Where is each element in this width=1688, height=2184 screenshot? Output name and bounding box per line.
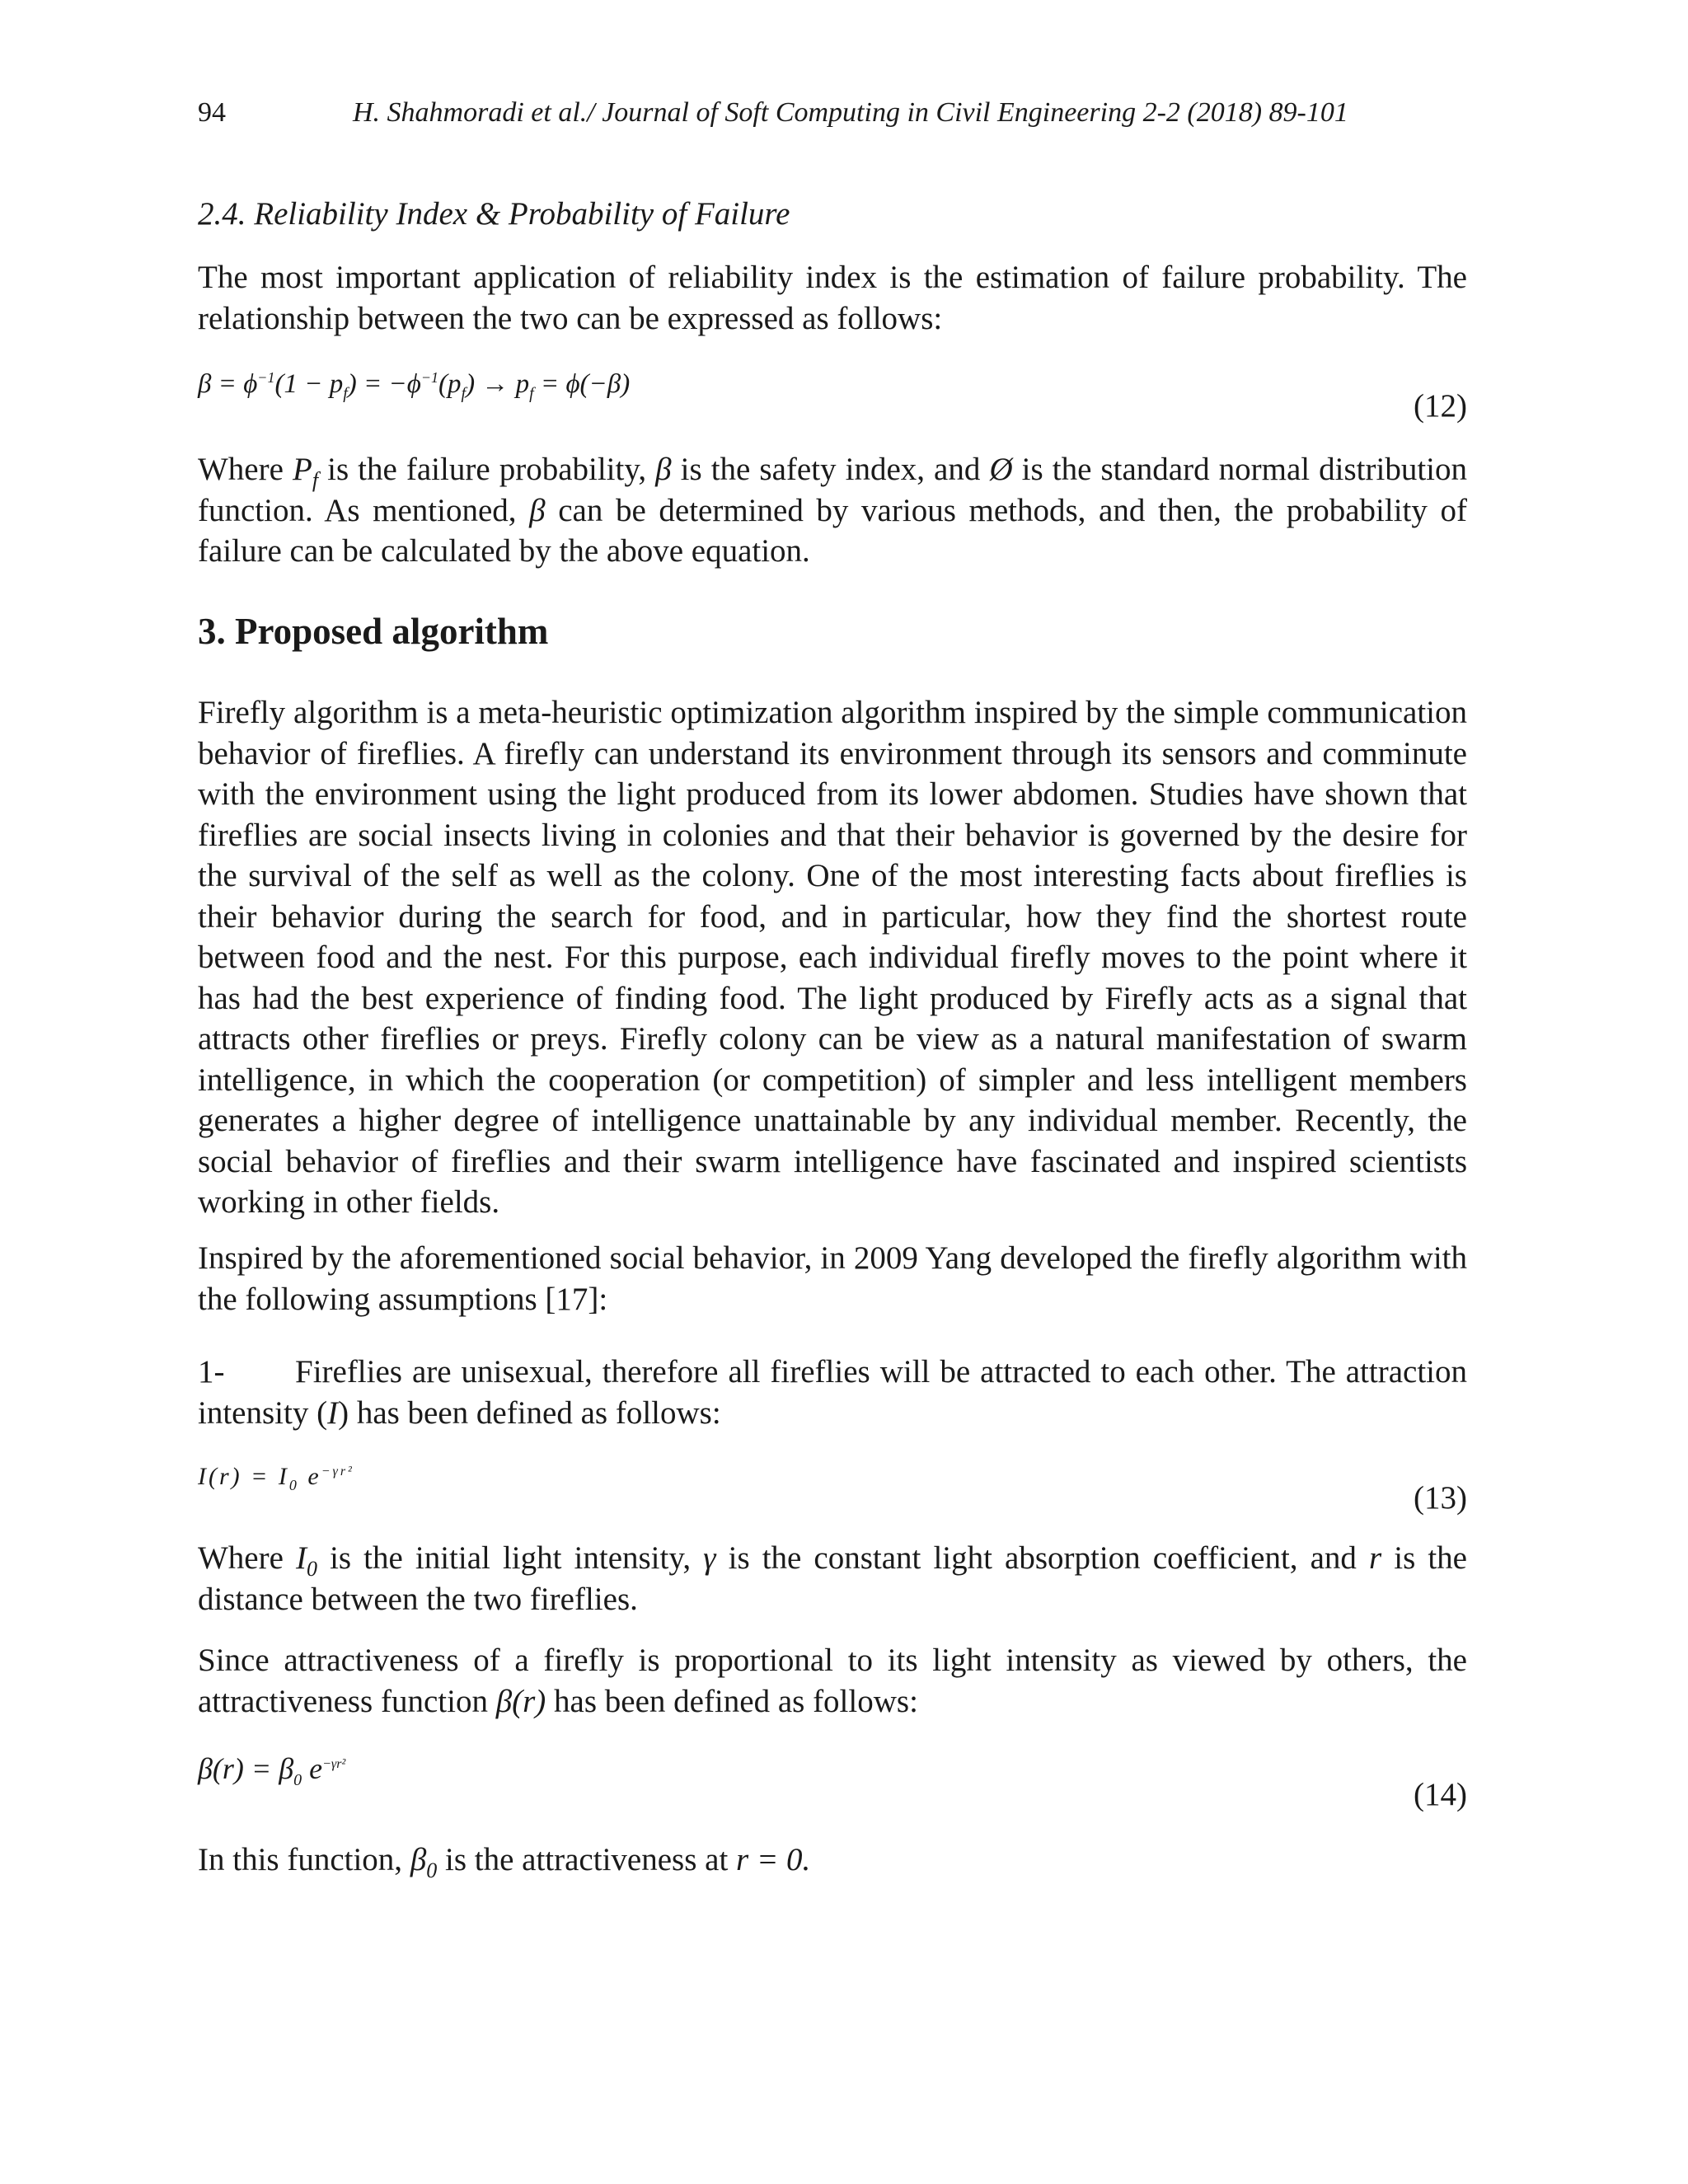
paragraph-intensity-definition: Where $I_0$ is the initial light intensity, γ is the constant light absorption coefficient, and r is the distance between the two fireflies. [198,1540,1467,1617]
equation-14 [198,1751,1467,1812]
list-item-1: 1- Fireflies are unisexual, therefore all fireflies will be attracted to each other. The attraction intensity (I) has been defined as follows: [198,1354,1467,1431]
equation-12-formula: $\beta = \phi^{-1}(1 - p_f) = -\phi^{-1}(p_f) \to p_f = \phi(-\beta)$ [198,369,631,403]
paragraph-failure-probability: Where $P_f$ is the failure probability, β is the safety index, and Ø is the standard normal distribution function. As mentioned, β can be determined by various methods, and then, the probability of failure can be calculated by the above equation. [198,452,1468,569]
paragraph-firefly-intro: Firefly algorithm is a meta-heuristic optimization algorithm inspired by the simple communication behavior of fireflies. A firefly can understand its environment through its sensors and comminute with the environment using the light produced from its lower abdomen. Studies have shown that fireflies are social insects living in colonies and that their behavior is governed by the desire for the survival of the self as well as the colony. One of the most interesting facts about fireflies is their behavior during the search for food, and in particular, how they find the shortest route between food and the nest. For this purpose, each individual firefly moves to the point where it has had the best experience of finding food. The light produced by Firefly acts as a signal that attracts other fireflies or preys. Firefly colony can be view as a natural manifestation of swarm intelligence, in which the cooperation (or competition) of simpler and less intelligent members generates a higher degree of intelligence unattainable by any individual member. Recently, the social behavior of fireflies and their swarm intelligence have fascinated and inspired scientists working in other fields. [198,695,1467,1220]
paragraph-beta0: In this function, $\beta_0$ is the attractiveness at r = 0. [198,1842,811,1882]
paragraph-attractiveness: Since attractiveness of a firefly is proportional to its light intensity as viewed by others, the attractiveness function β(r) has been defined as follows: [198,1643,1467,1719]
equation-13 [198,1463,1467,1516]
equation-12 [198,369,1467,424]
equation-14-number: (14) [1414,1777,1467,1812]
equation-14-formula: $\beta(r) = \beta_0$ $e^{-\gamma r^2}$ [198,1752,346,1790]
equation-12-number: (12) [1414,388,1467,424]
paragraph-assumptions-intro: Inspired by the aforementioned social behavior, in 2009 Yang developed the firefly algorithm with the following assumptions [17]: [198,1240,1467,1317]
page-number: 94 [198,97,226,128]
page-header [198,97,1467,137]
equation-13-number: (13) [1414,1480,1467,1516]
running-head: H. Shahmoradi et al./ Journal of Soft Computing in Civil Engineering 2-2 (2018) 89-101 [353,97,1348,128]
paragraph-reliability: The most important application of reliability index is the estimation of failure probability. The relationship between the two can be expressed as follows: [198,260,1467,336]
section-heading: 3. Proposed algorithm [198,611,549,652]
subsection-title: 2.4. Reliability Index & Probability of Failure [198,196,790,232]
equation-13-formula: $I(r) = I_0$ $e^{-\gamma r^2}$ [198,1463,354,1493]
